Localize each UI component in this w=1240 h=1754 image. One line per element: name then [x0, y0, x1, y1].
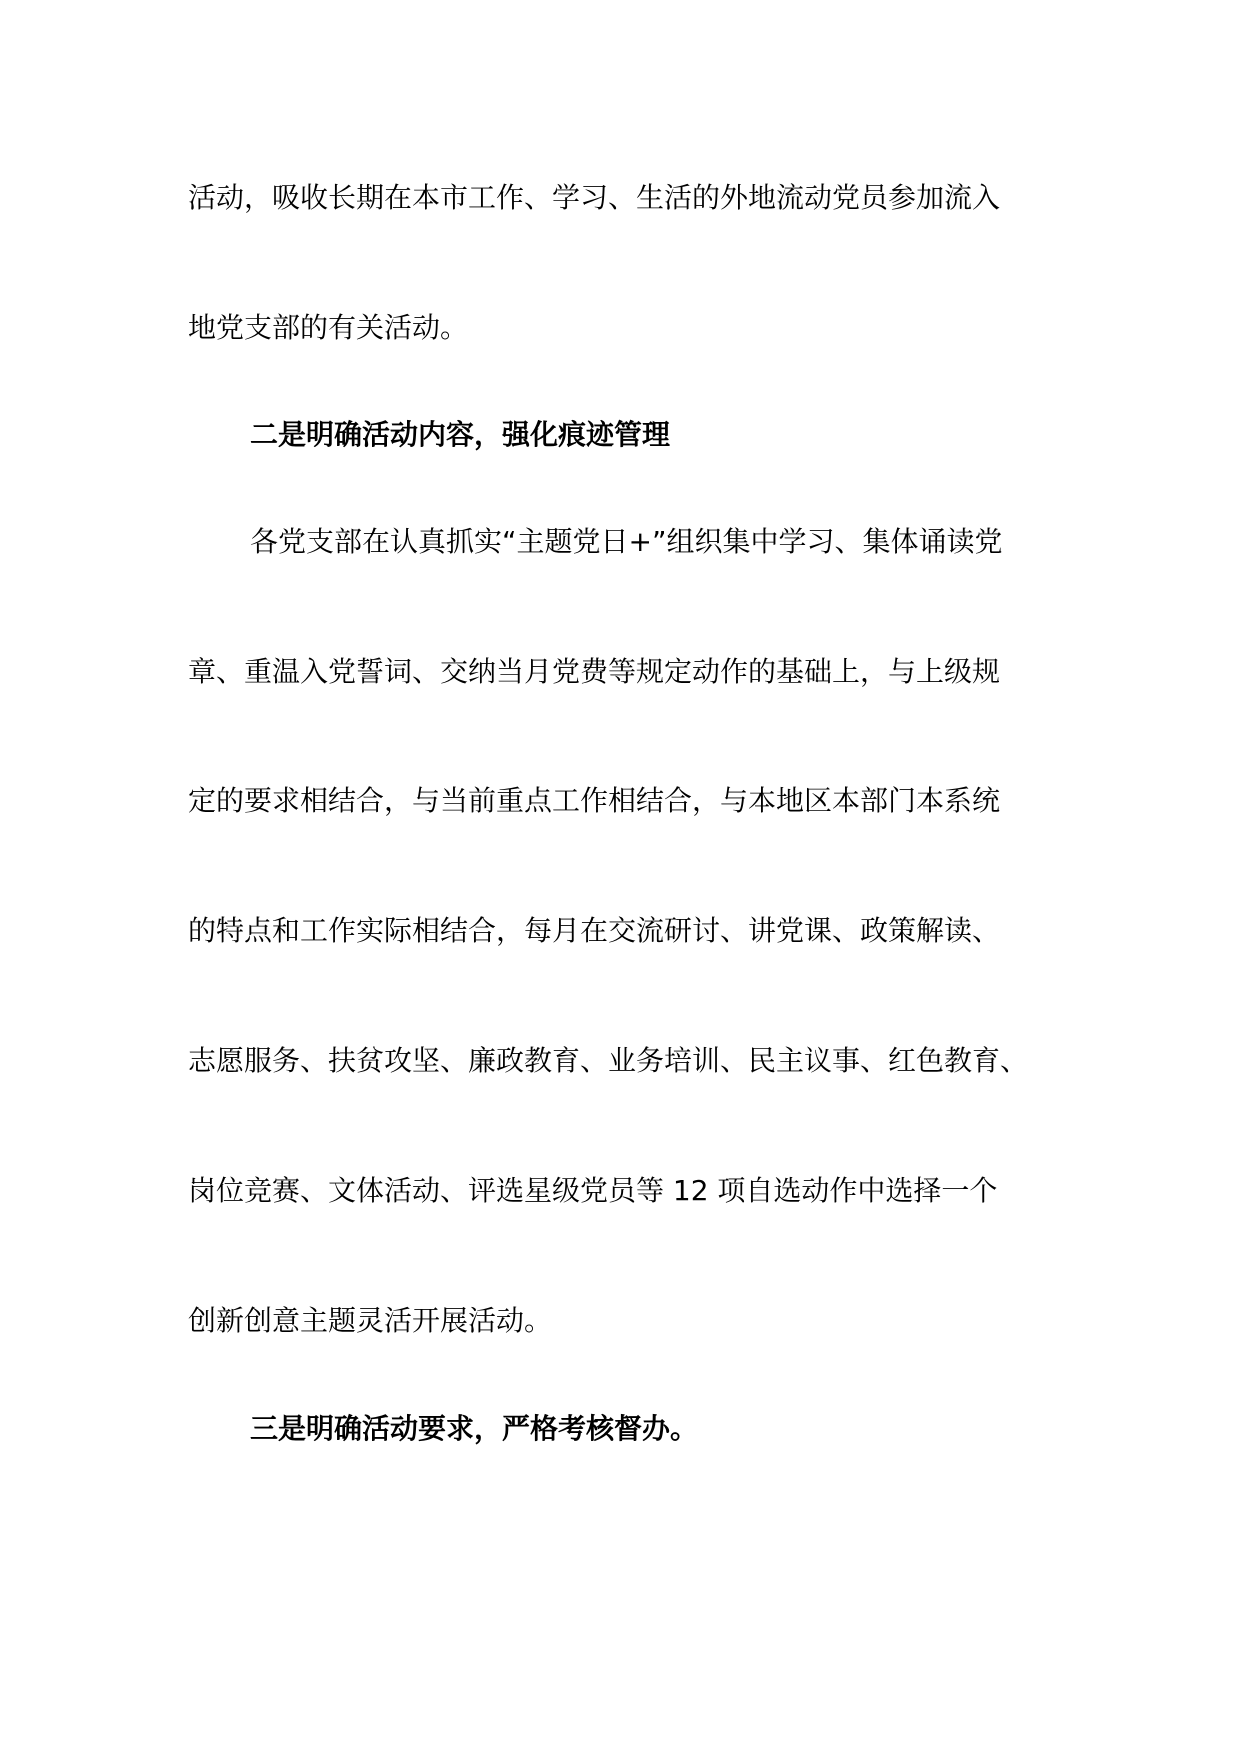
paragraph-line: 志愿服务、扶贫攻坚、廉政教育、业务培训、民主议事、红色教育、 — [188, 1044, 1029, 1077]
paragraph-line: 创新创意主题灵活开展活动。 — [188, 1304, 553, 1337]
section-heading: 二是明确活动内容，强化痕迹管理 — [250, 418, 671, 451]
section-heading: 三是明确活动要求，严格考核督办。 — [250, 1412, 699, 1445]
paragraph-line: 章、重温入党誓词、交纳当月党费等规定动作的基础上，与上级规 — [188, 655, 1001, 688]
paragraph-line: 活动，吸收长期在本市工作、学习、生活的外地流动党员参加流入 — [188, 181, 1001, 214]
paragraph-line: 定的要求相结合，与当前重点工作相结合，与本地区本部门本系统 — [188, 784, 1001, 817]
paragraph-line: 的特点和工作实际相结合，每月在交流研讨、讲党课、政策解读、 — [188, 914, 1001, 947]
paragraph-line: 岗位竞赛、文体活动、评选星级党员等 12 项自选动作中选择一个 — [188, 1174, 998, 1207]
paragraph-line: 各党支部在认真抓实“主题党日+”组织集中学习、集体诵读党 — [250, 525, 1003, 558]
paragraph-line: 地党支部的有关活动。 — [188, 311, 469, 344]
